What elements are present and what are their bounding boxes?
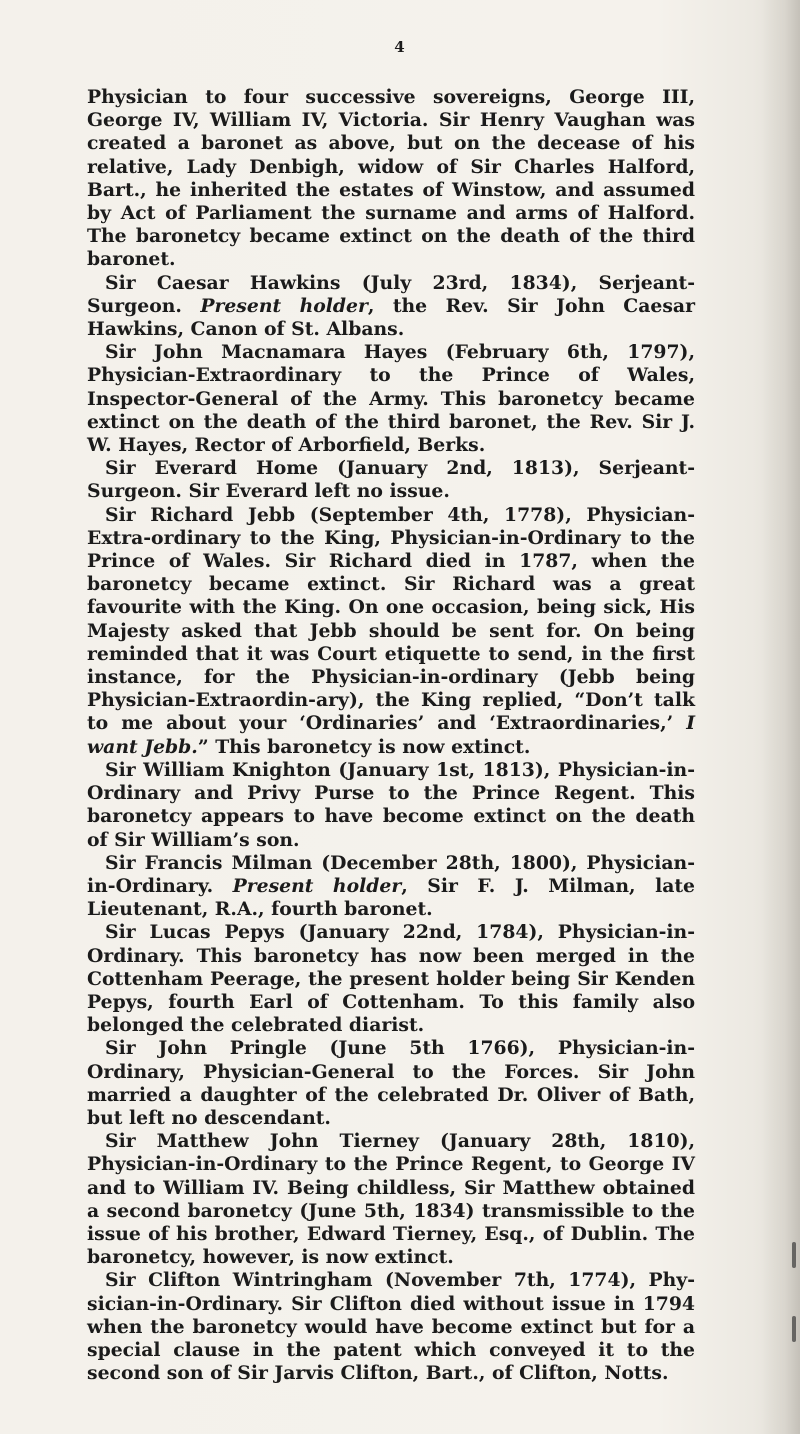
page-number: 4 bbox=[394, 38, 406, 56]
paragraph-halford bbox=[87, 86, 695, 272]
text-run: Sir Francis Milman (December 28th, 1800), Physician-in-Ordinary. bbox=[87, 851, 695, 897]
text-run: Sir Richard Jebb (September 4th, 1778), Physician-Extra-ordinary to the King, Physician-in-Ordinary to the Prince of Wales. Sir Richard died in 1787, when the baronetcy became extinct. Sir Richard was a great favourite with the King. On one occasion, being sick, His Majesty asked that Jebb should be sent for. On being reminded that it was Court etiquette to send, in the first instance, for the Physician-in-ordinary (Jebb being Physician-Extraordin-ary), the King replied, “Don’t talk to me about your ‘Ordinaries’ and ‘Extraordinaries,’ bbox=[87, 503, 695, 735]
page-edge-shadow bbox=[762, 0, 800, 1434]
edge-mark bbox=[792, 1316, 796, 1342]
text-run: Sir John Macnamara Hayes (February 6th, 1797), Physician-Extraordinary to the Prince of Wales, Inspector-General of the Army. This baronetcy became extinct on the death of the third baronet, the Rev. Sir J. W. Hayes, Rector of Arborfield, Berks. bbox=[87, 341, 695, 457]
paragraph-hayes bbox=[87, 341, 695, 457]
paragraph-jebb bbox=[87, 504, 695, 759]
italic-run: Present holder bbox=[232, 874, 402, 897]
text-run: Physician to four successive sovereigns, George III, George IV, William IV, Victoria. Sir Henry Vaughan was created a baronet as above, but on the decease of his relative, Lady Denbigh, widow of Sir Charles Halford, Bart., he inherited the estates of Winstow, and assumed by Act of Parliament the surname and arms of Halford. The baronetcy became extinct on the death of the third baronet. bbox=[87, 86, 695, 271]
text-run: Sir John Pringle (June 5th 1766), Physician-in-Ordinary, Physician-General to the Forces. Sir John married a daughter of the celebrated Dr. Oliver of Bath, but left no descendant. bbox=[87, 1037, 695, 1129]
paragraph-knighton bbox=[87, 759, 695, 852]
text-run: Sir Caesar Hawkins (July 23rd, 1834), Serjeant-Surgeon. bbox=[87, 271, 695, 317]
text-run: Sir William Knighton (January 1st, 1813), Physician-in-Ordinary and Privy Purse to the Prince Regent. This baronetcy appears to have become extinct on the death of Sir William’s son. bbox=[87, 758, 695, 851]
italic-run: Present holder bbox=[200, 294, 368, 317]
italic-run: I want Jebb. bbox=[87, 712, 695, 758]
text-run: ” This baronetcy is now extinct. bbox=[197, 735, 531, 758]
text-run: Sir Clifton Wintringham (November 7th, 1774), Phy-sician-in-Ordinary. Sir Clifton died without issue in 1794 when the baronetcy would have become extinct but for a special clause in the patent which conveyed it to the second son of Sir Jarvis Clifton, Bart., of Clifton, Notts. bbox=[87, 1269, 695, 1385]
paragraph-pepys bbox=[87, 921, 695, 1037]
paragraph-tierney bbox=[87, 1130, 695, 1269]
text-run: Sir Everard Home (January 2nd, 1813), Serjeant-Surgeon. Sir Everard left no issue. bbox=[87, 457, 695, 503]
paragraph-home bbox=[87, 457, 695, 503]
paragraph-hawkins bbox=[87, 272, 695, 342]
text-run: , the Rev. Sir John Caesar Hawkins, Canon of St. Albans. bbox=[87, 294, 695, 341]
text-run: Sir Matthew John Tierney (January 28th, 1810), Physician-in-Ordinary to the Prince Regent, to George IV and to William IV. Being childless, Sir Matthew obtained a second baronetcy (June 5th, 1834) transmissible to the issue of his brother, Edward Tierney, Esq., of Dublin. The baronetcy, however, is now extinct. bbox=[87, 1130, 695, 1269]
paragraph-milman bbox=[87, 852, 695, 922]
body-text bbox=[87, 86, 695, 1385]
text-run: , Sir F. J. Milman, late Lieutenant, R.A., fourth baronet. bbox=[87, 874, 695, 921]
paragraph-wintringham bbox=[87, 1269, 695, 1385]
text-run: Sir Lucas Pepys (January 22nd, 1784), Physician-in-Ordinary. This baronetcy has now been merged in the Cottenham Peerage, the present holder being Sir Kenden Pepys, fourth Earl of Cottenham. To this family also belonged the celebrated diarist. bbox=[87, 921, 695, 1037]
paragraph-pringle bbox=[87, 1037, 695, 1130]
edge-mark bbox=[792, 1242, 796, 1268]
